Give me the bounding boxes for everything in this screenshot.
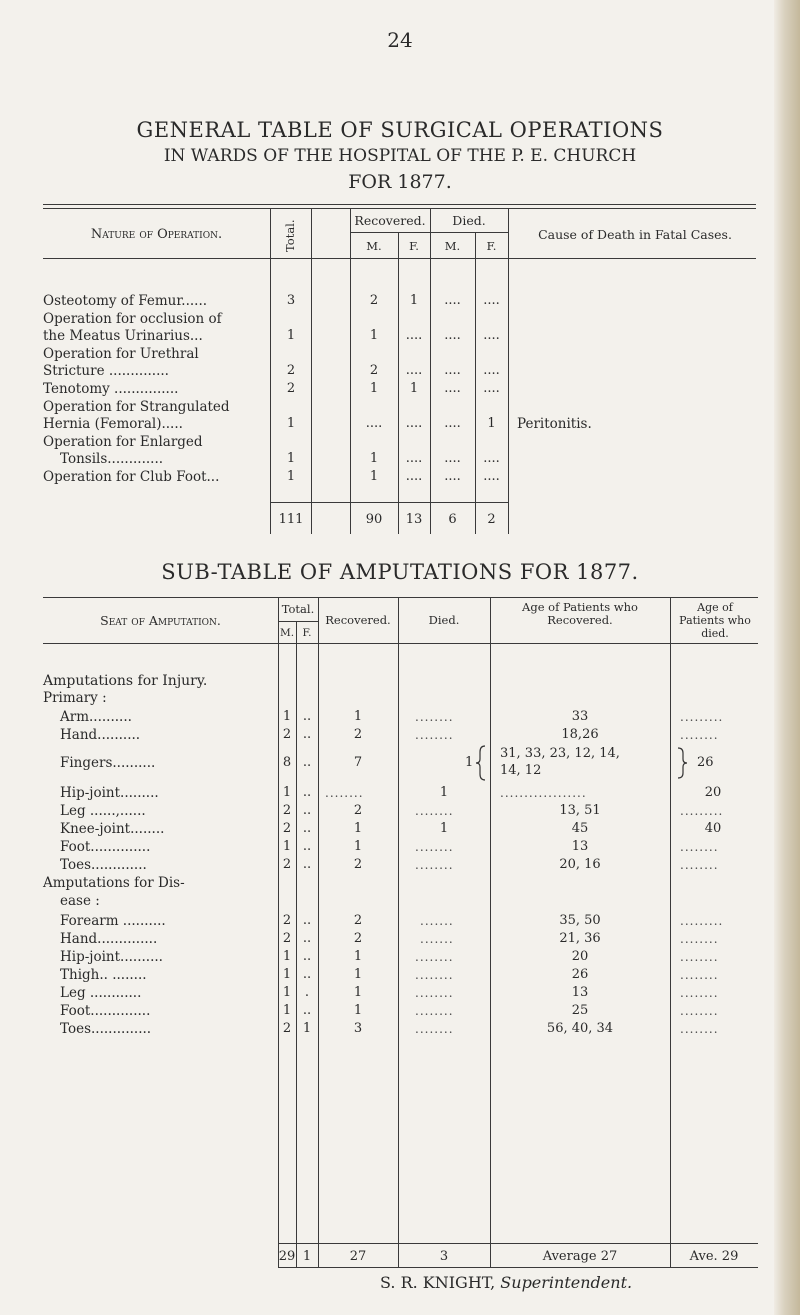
header-cause: Cause of Death in Fatal Cases. [538, 227, 732, 242]
table1-subtitle: IN WARDS OF THE HOSPITAL OF THE P. E. CHURCH [163, 146, 637, 166]
rule [278, 1243, 758, 1244]
rule [350, 232, 508, 233]
table1-year: FOR 1877. [348, 171, 452, 193]
header-recovered-m: M. [366, 239, 382, 253]
header-nature: Nature of Operation. [90, 227, 223, 242]
header-recovered: Recovered. [325, 613, 391, 627]
header-recovered-f: F. [409, 239, 419, 253]
header-total: Total. [281, 602, 315, 616]
header-f: F. [302, 627, 312, 639]
header-age-died: Age of Patients who died. [679, 601, 751, 640]
section-primary: Primary : [43, 690, 107, 706]
page-edge-shadow [774, 0, 800, 1315]
signature-name: S. R. KNIGHT, [380, 1273, 496, 1292]
section-disease: Amputations for Dis- [43, 875, 185, 891]
rule [278, 621, 318, 622]
col-line [670, 597, 671, 1267]
col-line [508, 208, 509, 534]
rule [43, 597, 758, 598]
signature [380, 1273, 632, 1292]
right-brace-icon [676, 746, 688, 780]
header-seat: Seat of Amputation. [100, 613, 221, 628]
page-number: 24 [387, 28, 413, 52]
header-recovered: Recovered. [354, 213, 426, 228]
rule [278, 1267, 758, 1268]
col-line [398, 597, 399, 1267]
rule [43, 643, 758, 644]
header-age-recovered: Age of Patients who Recovered. [522, 600, 638, 627]
rule [270, 502, 508, 503]
header-died: Died. [428, 613, 460, 627]
table1-title: GENERAL TABLE OF SURGICAL OPERATIONS [136, 118, 664, 142]
header-died-f: F. [486, 239, 497, 253]
header-died-m: M. [444, 239, 461, 253]
section-injury: Amputations for Injury. [43, 673, 208, 689]
header-total: Total. [283, 219, 297, 252]
table2-title: SUB-TABLE OF AMPUTATIONS FOR 1877. [161, 560, 639, 584]
header-died: Died. [452, 213, 486, 228]
header-m: M. [279, 627, 295, 639]
col-line [311, 208, 312, 534]
signature-role: Superintendent. [500, 1273, 633, 1292]
rule [43, 258, 756, 259]
left-brace-icon [475, 744, 487, 782]
rule [43, 204, 756, 205]
rule [43, 208, 756, 209]
cause-of-death: Peritonitis. [517, 416, 592, 432]
section-disease-cont: ease : [60, 893, 100, 909]
